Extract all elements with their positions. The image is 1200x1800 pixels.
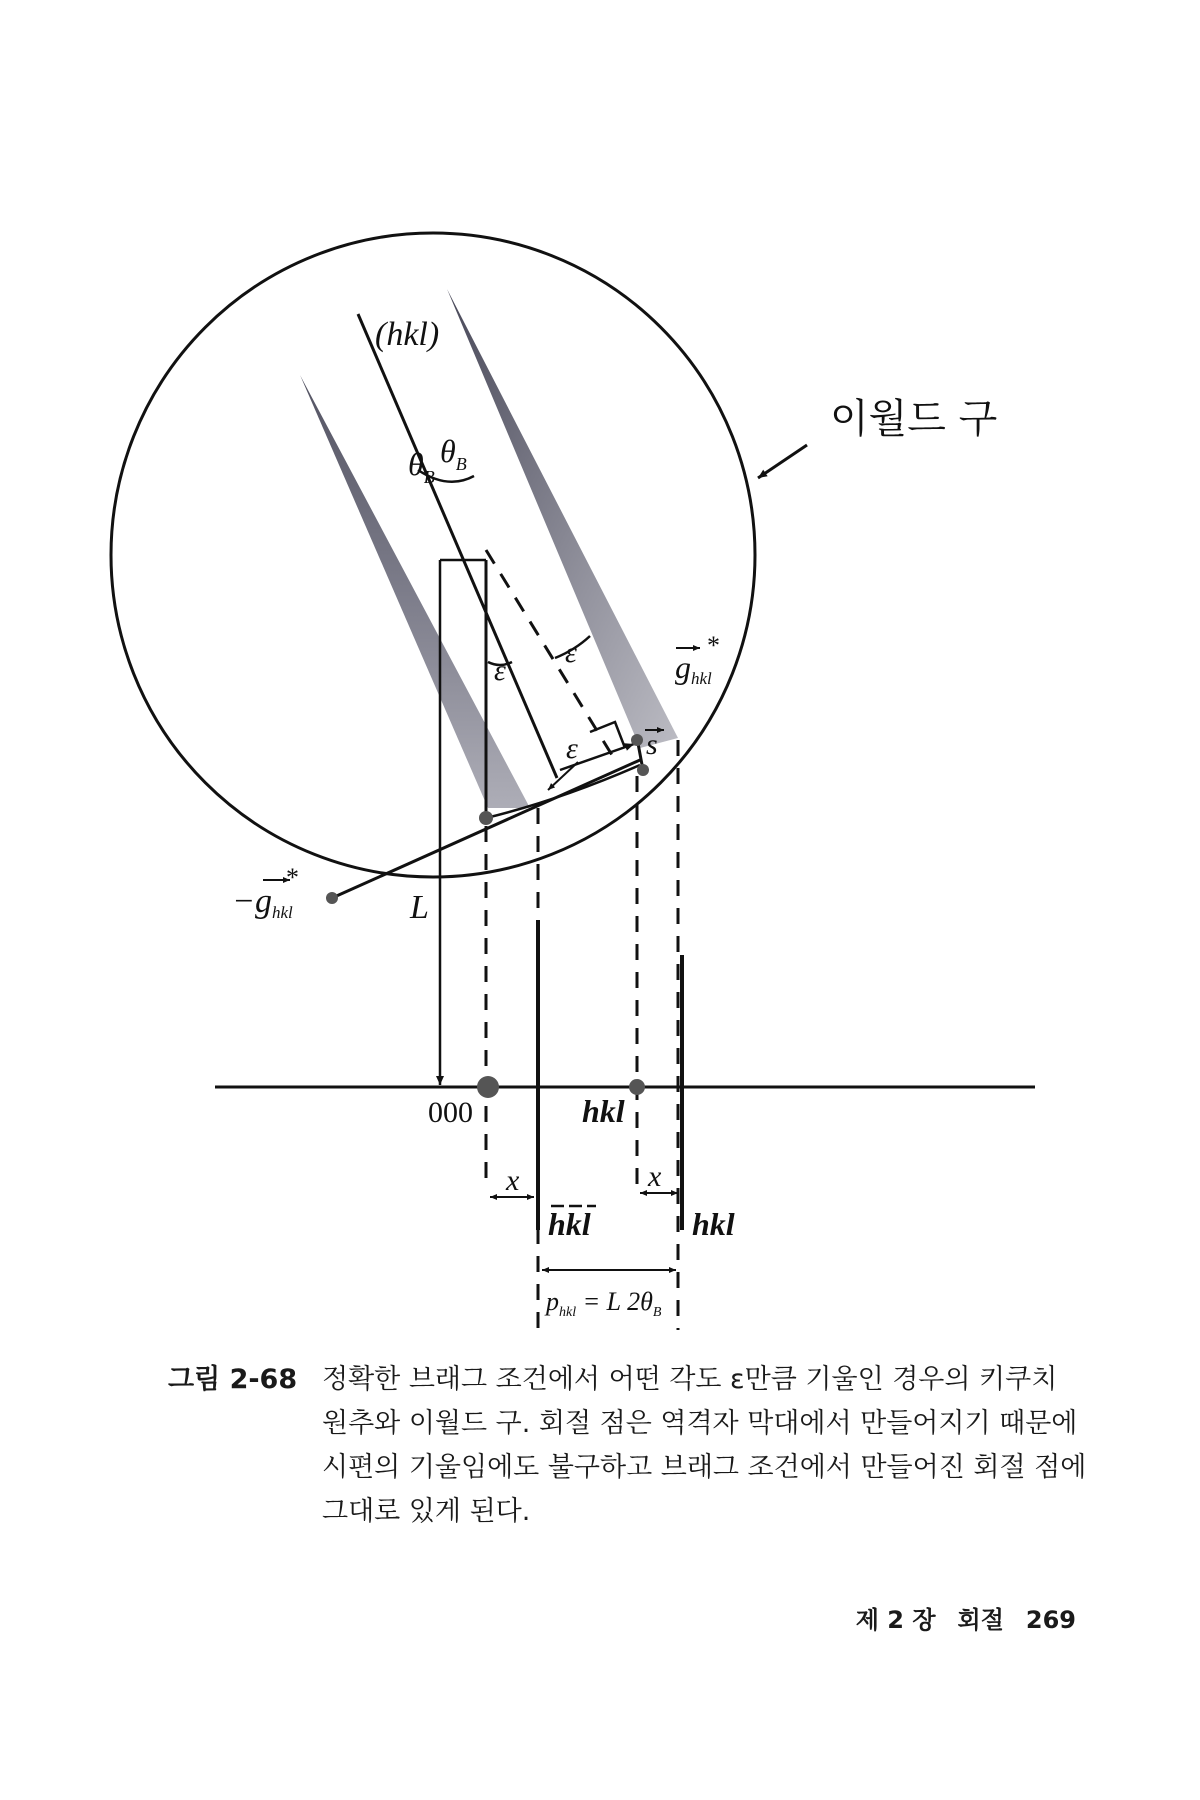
kikuchi-cone-left (300, 375, 530, 808)
sphere-pointer-arrow (758, 445, 807, 478)
g-star-point (631, 734, 643, 746)
p-equation-label: $p_{hkl} = L$ $2\theta_B$ (546, 1287, 662, 1320)
caption-text: 정확한 브래그 조건에서 어떤 각도 ε만큼 기울인 경우의 키쿠치 원추와 이월드 구. 회절 점은 역격자 막대에서 만들어지기 때문에 시편의 기울임에도 불구하고 브래그 조건에서 만들어진 회절 점에 그대로 있게 된다. (322, 1364, 1087, 1527)
page-footer (856, 1600, 1076, 1635)
hkl-plane-label: (hkl) (375, 316, 440, 353)
epsilon-label-dashed: ε (565, 636, 577, 669)
neg-g-star-point (326, 892, 338, 904)
g-star-label: ghkl* (675, 631, 719, 688)
kikuchi-cone-right (447, 289, 678, 748)
hkl-right-label: hkl (692, 1206, 735, 1242)
hkl-point-on-sphere (637, 764, 649, 776)
theta-left-label: $\theta_B$ (408, 446, 435, 487)
diffracted-spot-hkl (629, 1079, 645, 1095)
hkl-bar-label: hkl (548, 1206, 591, 1242)
theta-right-label: $\theta_B$ (440, 433, 467, 474)
footer-title: 회절 (957, 1606, 1004, 1634)
s-label: s (646, 728, 658, 761)
x-label-left: x (506, 1164, 520, 1197)
page-number: 269 (1025, 1606, 1076, 1634)
hkl-spot-label: hkl (582, 1093, 625, 1129)
epsilon-label-bottom: ε (566, 732, 578, 765)
caption-label: 그림 2-68 (168, 1364, 298, 1395)
neg-g-star-label: −ghkl* (232, 863, 298, 922)
figure-caption (168, 1358, 1088, 1534)
epsilon-label-cone: ε (494, 654, 506, 687)
x-label-right: x (648, 1160, 662, 1193)
origin-point-on-sphere (479, 811, 493, 825)
footer-chapter: 제 2 장 (855, 1606, 936, 1634)
origin-label: 000 (428, 1096, 473, 1129)
transmitted-spot-000 (477, 1076, 499, 1098)
ewald-sphere-label: 이월드 구 (830, 396, 998, 442)
L-label: L (410, 889, 429, 926)
